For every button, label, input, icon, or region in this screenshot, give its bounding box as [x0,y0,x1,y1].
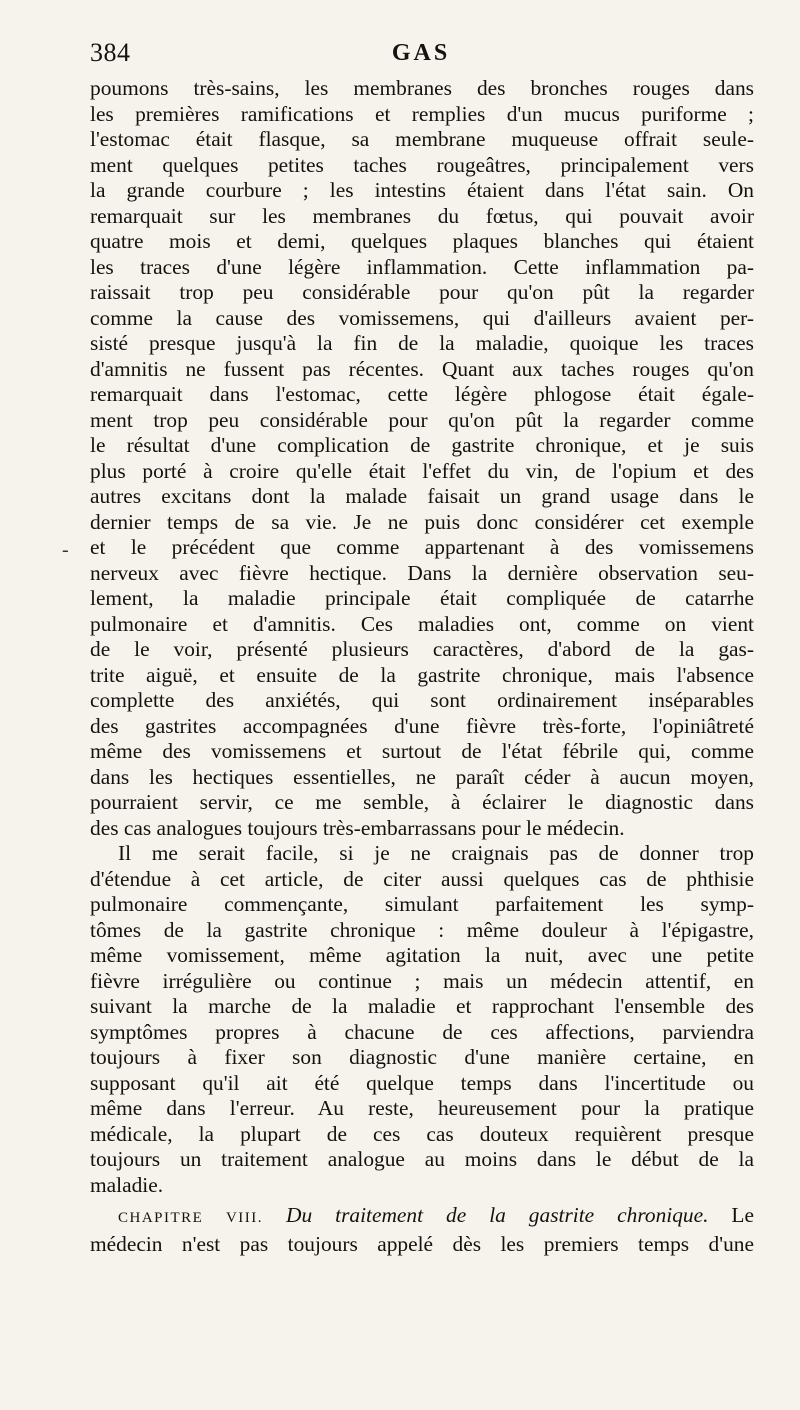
text-line: les premières ramifications et remplies d'un mucus puriforme ; [90,101,754,126]
text-line: maladie. [90,1172,164,1197]
text-line: toujours un traitement analogue au moins dans le début de la [90,1147,754,1171]
text-line: même vomissement, même agitation la nuit, avec une petite [90,943,754,967]
text-line: pulmonaire commençante, simulant parfaitement les symp- [90,892,754,916]
text-line: toujours à fixer son diagnostic d'une manière certaine, en [90,1045,754,1069]
paragraph-1 [90,76,754,841]
text-line: symptômes propres à chacune de ces affections, parviendra [90,1019,754,1044]
text-line: supposant qu'il ait été quelque temps dans l'incertitude ou [90,1070,754,1095]
chapter-text-line: médecin n'est pas toujours appelé dès les premiers temps d'une [90,1231,754,1256]
text-line: trite aiguë, et ensuite de la gastrite chronique, mais l'absence [90,662,754,687]
text-line: ment quelques petites taches rougeâtres, principalement vers [90,152,754,177]
text-line: sisté presque jusqu'à la fin de la maladie, quoique les traces [90,331,754,355]
text-line: poumons très-sains, les membranes des bronches rouges dans [90,76,754,100]
text-line: d'étendue à cet article, de citer aussi quelques cas de phthisie [90,866,754,891]
text-line: pourraient servir, ce me semble, à éclairer le diagnostic dans [90,790,754,814]
text-line: les traces d'une légère inflammation. Cette inflammation pa- [90,254,754,279]
text-line: dernier temps de sa vie. Je ne puis donc considérer cet exemple [90,509,754,534]
chapter-label: CHAPITRE VIII. [118,1210,264,1226]
text-line: même dans l'erreur. Au reste, heureusement pour la pratique [90,1096,754,1120]
text-line: raissait trop peu considérable pour qu'on pût la regarder [90,280,754,304]
text-line: fièvre irrégulière ou continue ; mais un médecin attentif, en [90,968,754,993]
text-line: autres excitans dont la malade faisait un grand usage dans le [90,484,754,508]
text-line: nerveux avec fièvre hectique. Dans la dernière observation seu- [90,560,754,585]
text-line: et le précédent que comme appartenant à des vomissemens [90,535,754,559]
text-line: quatre mois et demi, quelques plaques blanches qui étaient [90,229,754,253]
page-number: 384 [90,38,131,67]
page-header [90,36,752,70]
text-line: de le voir, présenté plusieurs caractères, d'abord de la gas- [90,637,754,661]
paragraph-2 [90,841,754,1198]
text-line: tômes de la gastrite chronique : même douleur à l'épigastre, [90,917,754,942]
text-line: remarquait sur les membranes du fœtus, qui pouvait avoir [90,203,754,228]
text-line: pulmonaire et d'amnitis. Ces maladies ont, comme on vient [90,611,754,636]
margin-mark: - [62,539,69,561]
text-line: ment trop peu considérable pour qu'on pût la regarder comme [90,407,754,432]
text-line: plus porté à croire qu'elle était l'effet du vin, de l'opium et des [90,458,754,483]
text-line: suivant la marche de la maladie et rapprochant l'ensemble des [90,994,754,1018]
text-line: le résultat d'une complication de gastrite chronique, et je suis [90,433,754,457]
text-line: des cas analogues toujours très-embarrassans pour le médecin. [90,815,625,840]
text-line: comme la cause des vomissemens, qui d'ailleurs avaient per- [90,305,754,330]
text-line: lement, la maladie principale était compliquée de catarrhe [90,586,754,610]
text-line: même des vomissemens et surtout de l'état fébrile qui, comme [90,739,754,763]
body-text [90,76,754,1257]
chapter-heading-line [90,1203,754,1232]
text-line: Il me serait facile, si je ne craignais pas de donner trop [118,841,754,865]
text-line: remarquait dans l'estomac, cette légère phlogose était égale- [90,382,754,406]
text-line: dans les hectiques essentielles, ne paraît céder à aucun moyen, [90,764,754,789]
text-line: complette des anxiétés, qui sont ordinairement inséparables [90,688,754,712]
text-line: d'amnitis ne fussent pas récentes. Quant aux taches rouges qu'on [90,356,754,381]
text-line: l'estomac était flasque, sa membrane muqueuse offrait seule- [90,127,754,151]
text-line: la grande courbure ; les intestins étaient dans l'état sain. On [90,178,754,202]
running-head: GAS [391,40,451,66]
chapter-title: Du traitement de la gastrite chronique. [286,1203,709,1227]
text-line: des gastrites accompagnées d'une fièvre très-forte, l'opiniâtreté [90,713,754,738]
text-line: médicale, la plupart de ces cas douteux requièrent presque [90,1121,754,1146]
chapter-text-start: Le [731,1203,754,1227]
